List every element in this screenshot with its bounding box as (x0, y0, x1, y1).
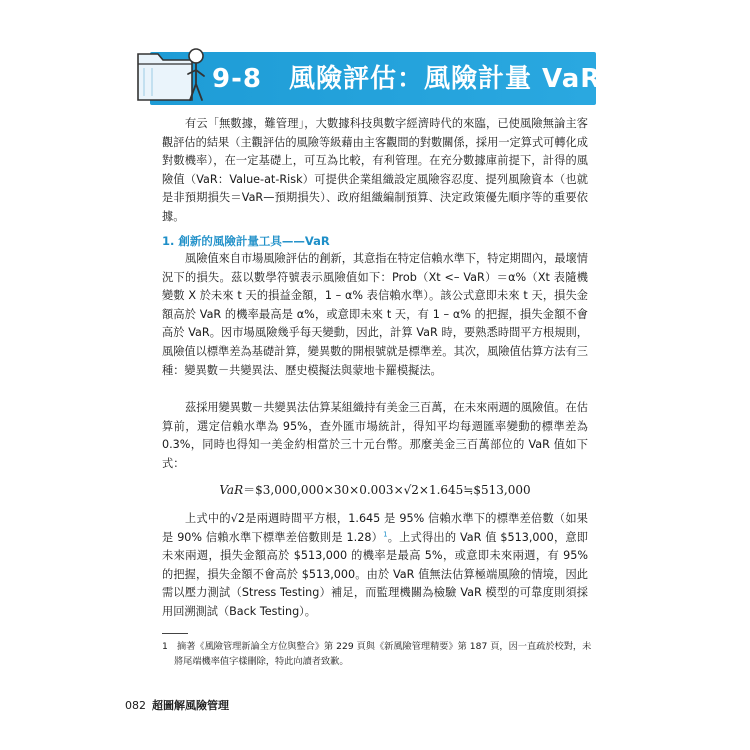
chapter-title: 9-8 風險評估：風險計量 VaR (212, 64, 602, 94)
footnote: 1 摘著《風險管理新論全方位與整合》第 229 頁與《新風險管理精要》第 187 頁，因一直疏於校對，未將尾端機率值字樣刪除，特此向讀者致歉。 (162, 641, 592, 667)
page-number: 082 (125, 699, 146, 712)
book-title: 超圖解風險管理 (152, 699, 229, 712)
paragraph-definition: 風險值來自市場風險評估的創新，其意指在特定信賴水準下，特定期間內，最壞情況下的損失。茲以數學符號表示風險值如下：Prob（Xt <– VaR）＝α%（Xt 表隨機變數 X 於未來 t 天的損益金額，1 – α% 表信賴水準）。該公式意即未來 t 天，損失金額高於 VaR 的機率最高是 α%，或意即未來 t 天，有 1 – α% 的把握，損失金額不會高於 VaR。因市場風險幾乎每天變動，因此，計算 VaR 時，要熟悉時間平方根規則，風險值以標準差為基礎計算，變異數的開根號就是標準差。其次，風險值估算方法有三種：變異數－共變異法、歷史模擬法與蒙地卡羅模擬法。 (162, 252, 588, 377)
section-heading: 1. 創新的風險計量工具——VaR (162, 234, 330, 248)
paragraph-interpretation-part1: 上式中的√2是兩週時間平方根，1.645 是 95% 信賴水準下的標準差倍數（如果是 90% 信賴水準下標準差倍數則是 1.28） (162, 512, 588, 544)
folder-mascot-icon (132, 38, 210, 106)
formula-rhs: ＝$3,000,000×30×0.003×√2×1.645≒$513,000 (243, 483, 531, 497)
paragraph-example: 茲採用變異數－共變異法估算某組織持有美金三百萬，在未來兩週的風險值。在估算前，選定信賴水準為 95%，查外匯市場統計，得知平均每週匯率變動的標準差為 0.3%，同時也得知一美金約相當於三十元台幣。那麼美金三百萬部位的 VaR 值如下式： (162, 401, 588, 470)
footnote-divider (162, 633, 188, 634)
paragraph-intro: 有云「無數據，難管理」，大數據科技與數字經濟時代的來臨，已使風險無論主客觀評估的結果（主觀評估的風險等級藉由主客觀間的對數關係，採用一定算式可轉化成對數機率），在一定基礎上，可互為比較，有利管理。在充分數據庫前提下，計得的風險值（VaR：Value-at-Risk）可提供企業組織設定風險容忍度、提列風險資本（也就是非預期損失＝VaR—預期損失）、政府組織編制預算、決定政策優先順序等的重要依據。 (162, 117, 588, 223)
page-footer (125, 698, 229, 714)
footnote-reference[interactable]: 1 (383, 529, 388, 538)
formula-lhs: VaR (219, 483, 244, 497)
paragraph-interpretation-part2: 。上式得出的 VaR 值 $513,000，意即未來兩週，損失金額高於 $513,000 的機率是最高 5%，或意即未來兩週，有 95% 的把握，損失金額不會高於 $513,000。由於 VaR 值無法估算極端風險的情境，因此需以壓力測試（Stress Testing）補足，而監理機關為檢驗 VaR 模型的可靠度則須採用回溯測試（Back Testing）。 (162, 530, 588, 618)
paragraph-interpretation (162, 510, 588, 622)
var-formula (162, 480, 588, 500)
